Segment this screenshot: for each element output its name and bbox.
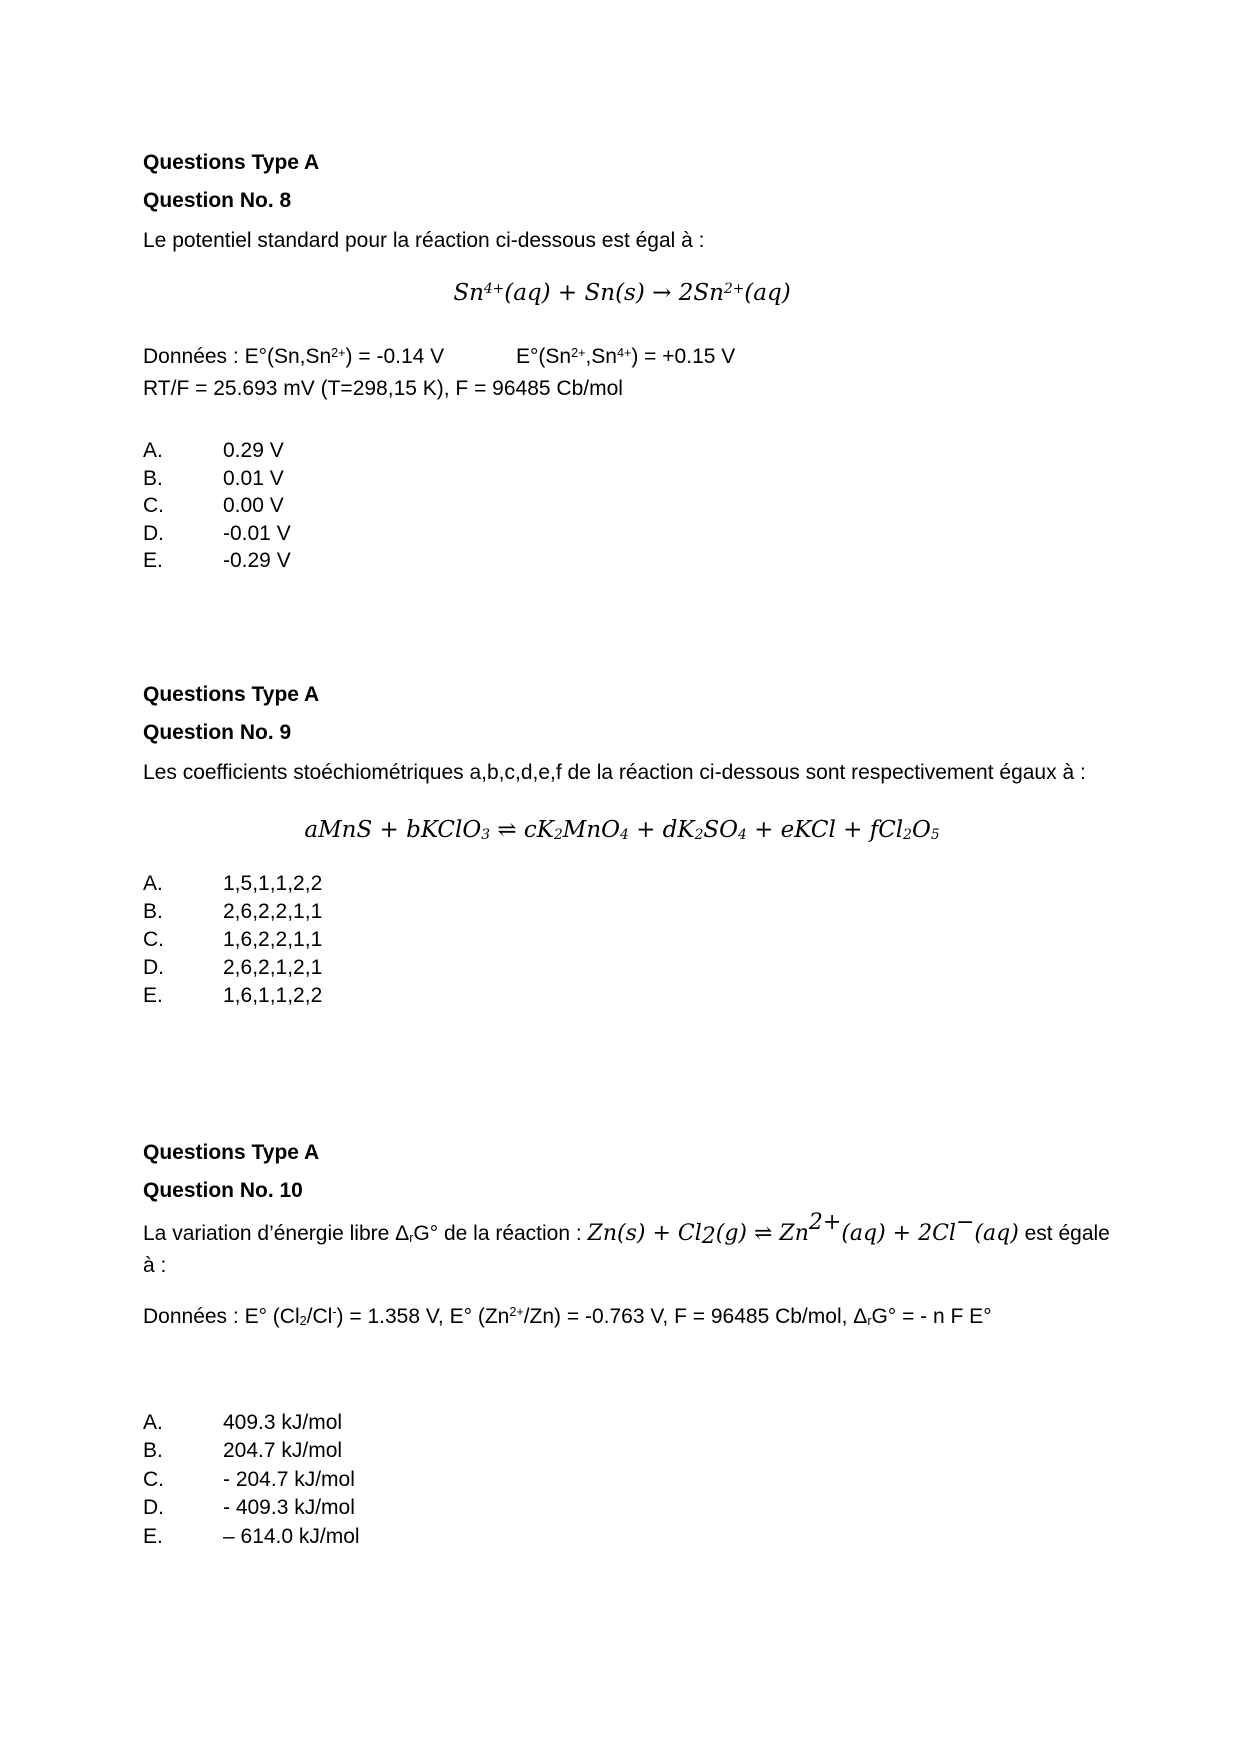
section-label: Questions Type A xyxy=(143,1140,320,1164)
answer-options xyxy=(143,1409,1101,1552)
question-number: Question No. 10 xyxy=(143,1178,303,1202)
option-value: 0.29 V xyxy=(223,439,284,462)
option-value: 1,6,1,1,2,2 xyxy=(223,983,323,1007)
option-row xyxy=(143,982,1101,1010)
answer-options xyxy=(143,870,1101,1010)
option-value: - 204.7 kJ/mol xyxy=(223,1467,355,1491)
option-letter: E. xyxy=(143,549,163,572)
option-letter: C. xyxy=(143,494,164,517)
option-value: 1,5,1,1,2,2 xyxy=(223,871,323,895)
option-row xyxy=(143,1466,1101,1495)
data-values-line: Données : E° $(Cl_2/Cl^-) = 1.358$ V, E° $(Zn^{2+}/Zn) = -0.763$ V, F = 96485 Cb/mol, $\Delta_rG^\circ$ = - n F E° xyxy=(143,1304,992,1328)
option-letter: A. xyxy=(143,871,163,895)
option-row xyxy=(143,926,1101,954)
option-value: - 409.3 kJ/mol xyxy=(223,1496,355,1519)
option-row xyxy=(143,1437,1101,1466)
option-value: -0.01 V xyxy=(223,521,291,545)
question-number: Question No. 9 xyxy=(143,720,292,744)
option-letter: B. xyxy=(143,1439,163,1462)
option-letter: B. xyxy=(143,899,163,923)
option-row xyxy=(143,520,1101,548)
option-letter: D. xyxy=(143,521,164,545)
option-row xyxy=(143,1409,1101,1438)
option-letter: C. xyxy=(143,927,164,951)
question-block-9 xyxy=(143,682,1101,1010)
option-value: -0.29 V xyxy=(223,549,291,572)
option-letter: A. xyxy=(143,439,163,462)
data-value-right: $E^\circ(Sn^{2+},Sn^{4+}) = +0.15$ V xyxy=(516,345,736,368)
section-label: Questions Type A xyxy=(143,682,320,706)
option-row xyxy=(143,465,1101,493)
option-value: – 614.0 kJ/mol xyxy=(223,1524,360,1548)
option-letter: C. xyxy=(143,1467,164,1491)
reaction-equation: aMnS + bKClO$_3$ ⇌ $cK_2MnO_4 + dK_2SO_4$ + eKCl + $fCl_2O_5$ xyxy=(304,816,940,843)
option-row xyxy=(143,898,1101,926)
option-letter: E. xyxy=(143,983,163,1007)
question-prompt: Le potentiel standard pour la réaction ci-dessous est égal à : xyxy=(143,229,705,252)
question-prompt xyxy=(143,1209,1110,1282)
question-prompt: Les coefficients stoéchiométriques a,b,c,d,e,f de la réaction ci-dessous sont respectivement égaux à : xyxy=(143,760,1086,784)
data-values-line xyxy=(143,344,1101,370)
option-letter: D. xyxy=(143,1496,164,1519)
section-label: Questions Type A xyxy=(143,151,320,174)
option-value: 409.3 kJ/mol xyxy=(223,1410,343,1434)
option-value: 0.00 V xyxy=(223,494,284,517)
option-value: 204.7 kJ/mol xyxy=(223,1439,343,1462)
option-value: 0.01 V xyxy=(223,466,284,490)
option-letter: E. xyxy=(143,1524,163,1548)
option-row xyxy=(143,870,1101,898)
question-number: Question No. 8 xyxy=(143,189,292,212)
option-value: 2,6,2,2,1,1 xyxy=(223,899,323,923)
option-letter: B. xyxy=(143,466,163,490)
option-letter: D. xyxy=(143,955,164,979)
question-prompt-line-1: La variation d’énergie libre $\Delta_rG^\circ$ de la réaction : $Zn(s) + Cl_2(g)$ ⇌ $Zn^{2+}(aq) + 2Cl^-(aq)$ est égale xyxy=(143,1209,1110,1250)
question-prompt-line-2: à : xyxy=(143,1253,167,1277)
answer-options xyxy=(143,437,1101,575)
option-row xyxy=(143,1494,1101,1523)
option-value: 2,6,2,1,2,1 xyxy=(223,955,323,979)
option-row xyxy=(143,954,1101,982)
option-row xyxy=(143,547,1101,575)
data-value-left: Données : $E^\circ(Sn,Sn^{2+}) = -0.14$ V xyxy=(143,345,445,368)
option-row xyxy=(143,437,1101,465)
option-letter: A. xyxy=(143,1410,163,1434)
option-row xyxy=(143,1523,1101,1552)
reaction-equation: $Sn^{4+}(aq) + Sn(s) \to 2Sn^{2+}(aq)$ xyxy=(453,280,791,306)
option-row xyxy=(143,492,1101,520)
question-block-10 xyxy=(143,1140,1110,1552)
question-block-8 xyxy=(143,150,1101,575)
data-values-line-2: RT/F = 25.693 mV (T=298,15 K), F = 96485 Cb/mol xyxy=(143,377,623,400)
option-value: 1,6,2,2,1,1 xyxy=(223,927,323,951)
